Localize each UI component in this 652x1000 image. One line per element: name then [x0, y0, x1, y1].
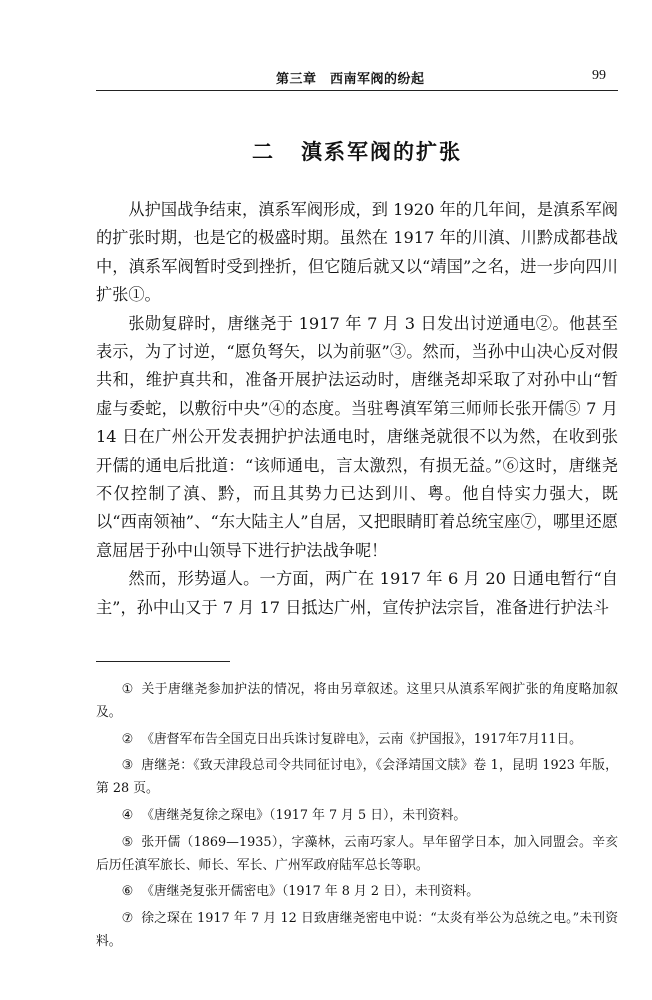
- footnote-text: 关于唐继尧参加护法的情况，将由另章叙述。这里只从滇系军阀扩张的角度略加叙及。: [96, 682, 619, 720]
- footnote-marker: ④: [121, 807, 134, 823]
- footnote-marker: ⑤: [121, 834, 134, 850]
- footnotes: [96, 679, 618, 958]
- footnote-item: [96, 908, 618, 954]
- body-paragraph: 从护国战争结束，滇系军阀形成，到 1920 年的几年间，是滇系军阀的扩张时期，也是它的极盛时期。虽然在 1917 年的川滇、川黔成都巷战中，滇系军阀暂时受到挫折，但它随后就又以“靖国”之名，进一步向四川扩张①。: [96, 200, 618, 305]
- running-header: [96, 62, 618, 91]
- section-number: 二: [252, 140, 275, 164]
- footnote-divider: [96, 661, 230, 662]
- footnote-marker: ②: [121, 731, 134, 747]
- footnote-item: [96, 729, 618, 752]
- footnote-item: [96, 679, 618, 725]
- footnote-text: 《唐继尧复张开儒密电》（1917 年 8 月 2 日），未刊资料。: [141, 884, 479, 900]
- footnote-item: [96, 755, 618, 801]
- footnote-marker: ③: [121, 758, 134, 774]
- body-paragraph: 张勋复辟时，唐继尧于 1917 年 7 月 3 日发出讨逆通电②。他甚至表示，为了讨逆，“愿负弩矢，以为前驱”③。然而，当孙中山决心反对假共和，维护真共和，准备开展护法运动时，唐继尧却采取了对孙中山“暂虚与委蛇，以敷衍中央”④的态度。当驻粤滇军第三师师长张开儒⑤ 7 月 14 日在广州公开发表拥护护法通电时，唐继尧就很不以为然，在收到张开儒的通电后批道：“该师通电，言太激烈，有损无益。”⑥这时，唐继尧不仅控制了滇、黔，而且其势力已达到川、粤。他自恃实力强大，既以“西南领袖”、“东大陆主人”自居，又把眼睛盯着总统宝座⑦，哪里还愿意屈居于孙中山领导下进行护法战争呢！: [96, 313, 618, 560]
- footnote-marker: ①: [121, 682, 134, 697]
- footnote-text: 张开儒（1869—1935），字藻林，云南巧家人。早年留学日本，加入同盟会。辛亥后历任滇军旅长、师长、军长、广州军政府陆军总长等职。: [96, 834, 618, 873]
- footnote-text: 《唐督军布告全国克日出兵诛讨复辟电》，云南《护国报》，1917年7月11日。: [141, 731, 582, 747]
- section-title: 滇系军阀的扩张: [301, 140, 462, 164]
- footnote-text: 徐之琛在 1917 年 7 月 12 日致唐继尧密电中说：“太炎有举公为总统之电。”未刊资料。: [96, 911, 618, 949]
- footnote-text: 唐继尧：《致天津段总司令共同征讨电》，《会泽靖国文牍》卷 1，昆明 1923 年版，第 28 页。: [96, 758, 618, 797]
- body-paragraph: 然而，形势逼人。一方面，两广在 1917 年 6 月 20 日通电暂行“自主”，孙中山又于 7 月 17 日抵达广州，宣传护法宗旨，准备进行护法斗: [96, 569, 618, 617]
- body-text: [96, 196, 618, 622]
- footnote-text: 《唐继尧复徐之琛电》（1917 年 7 月 5 日），未刊资料。: [141, 807, 467, 823]
- running-title: 第三章 西南军阀的纷起: [276, 72, 425, 87]
- page-number: 99: [592, 68, 606, 83]
- footnote-item: [96, 881, 618, 904]
- footnote-item: [96, 805, 618, 828]
- footnote-marker: ⑥: [121, 884, 134, 900]
- section-heading: [96, 136, 618, 166]
- footnote-marker: ⑦: [121, 911, 134, 927]
- footnote-item: [96, 832, 618, 878]
